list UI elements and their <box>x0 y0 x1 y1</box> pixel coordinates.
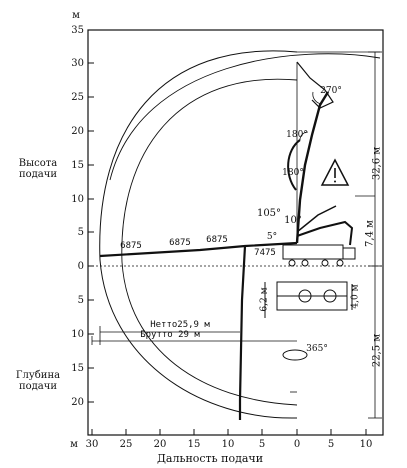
angle-label-270: 270° <box>320 86 342 96</box>
boom-180-section <box>288 140 300 190</box>
bottom-tick-label: 10 <box>359 439 373 450</box>
left-tick-label: 20 <box>71 397 84 408</box>
bottom-tick-label: 10 <box>221 439 235 450</box>
bottom-ticks <box>92 429 366 435</box>
angle-label-180: 180° <box>286 130 308 140</box>
bottom-tick-label: 25 <box>119 439 133 450</box>
depth-axis-title-line1: Глубина <box>15 370 61 381</box>
depth-axis-title <box>8 370 68 392</box>
left-tick-label: 5 <box>77 227 84 238</box>
boom-tip-270 <box>297 62 333 108</box>
left-tick-label: 15 <box>71 160 84 171</box>
segment-length-1: 6875 <box>120 241 142 251</box>
bottom-tick-label: 0 <box>293 439 301 450</box>
left-tick-label: 15 <box>71 363 84 374</box>
left-tick-label: 35 <box>71 25 84 36</box>
truck-icon <box>283 245 355 266</box>
angle-label-5: 5° <box>266 232 278 242</box>
left-tick-label: 30 <box>71 58 84 69</box>
angle-label-105: 105° <box>256 208 282 219</box>
segment-length-2: 6875 <box>169 238 191 248</box>
bottom-tick-label: 5 <box>258 439 266 450</box>
netto-label: Нетто25,9 м <box>150 320 210 330</box>
height-axis-title-line2: подачи <box>18 169 58 180</box>
dimension-22-5: 22,5 м <box>371 333 383 368</box>
dimension-6-2: 6,2 м <box>259 287 270 312</box>
brutto-label: Брутто 29 м <box>140 330 200 340</box>
depth-axis-title-line2: подачи <box>18 381 58 392</box>
unit-m-top: м <box>72 10 80 21</box>
height-axis-title-line1: Высота <box>18 158 58 169</box>
bottom-tick-label: 20 <box>153 439 167 450</box>
angle-label-10: 10° <box>284 215 302 226</box>
height-axis-title <box>8 158 68 180</box>
reach-envelope-second <box>110 54 380 180</box>
dimension-7-4: 7,4 м <box>364 220 376 247</box>
outrigger-plan <box>265 282 352 318</box>
boom-drop-vertical <box>240 246 245 420</box>
angle-label-180b: 180° <box>282 168 304 178</box>
left-tick-label: 10 <box>71 194 84 205</box>
left-tick-label: 20 <box>71 126 84 137</box>
left-tick-label: 0 <box>77 261 84 272</box>
bottom-tick-label: 5 <box>327 439 335 450</box>
left-ticks <box>88 30 94 402</box>
bottom-tick-label: 15 <box>187 439 201 450</box>
bottom-tick-label: 30 <box>85 439 99 450</box>
left-tick-label: 10 <box>71 329 84 340</box>
segment-length-3: 6875 <box>206 235 228 245</box>
segment-length-4: 7475 <box>254 248 276 258</box>
left-tick-label: 5 <box>77 295 84 306</box>
dimension-4-0: 4,0 м <box>350 284 361 309</box>
reach-axis-title: Дальность подачи <box>156 452 264 465</box>
angle-label-365: 365° <box>306 344 328 354</box>
unit-m-bottom: м <box>70 439 78 450</box>
dimension-32-6: 32,6 м <box>371 146 383 181</box>
left-tick-label: 25 <box>71 92 84 103</box>
